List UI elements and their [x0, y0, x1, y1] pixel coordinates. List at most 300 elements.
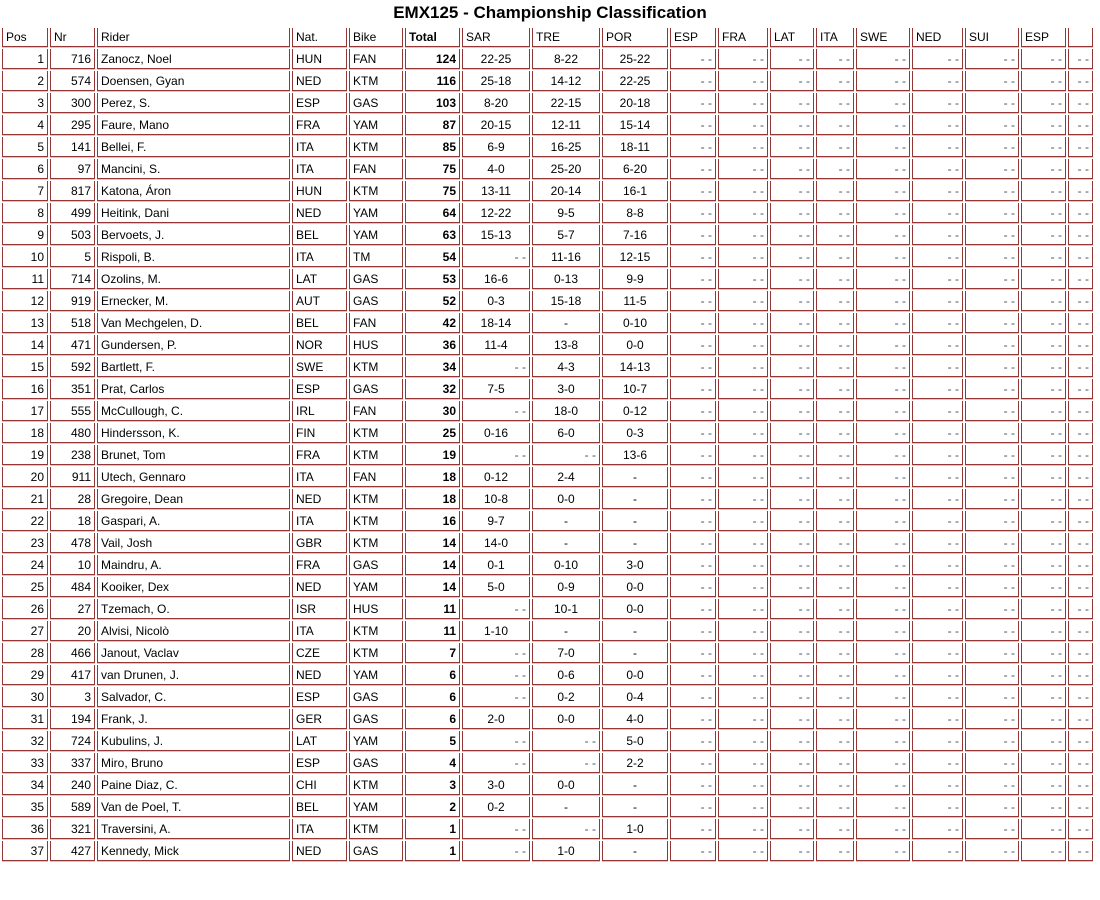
cell-por: 6-20 — [602, 159, 668, 179]
cell-esp_1: - - — [670, 753, 716, 773]
cell-esp_2: - - — [1021, 137, 1066, 157]
cell-nat: ITA — [292, 621, 347, 641]
cell-blank: - - — [1068, 203, 1093, 223]
cell-esp_2: - - — [1021, 467, 1066, 487]
cell-tre: - - — [532, 819, 600, 839]
cell-pos: 26 — [2, 599, 48, 619]
cell-ned: - - — [912, 137, 963, 157]
cell-sui: - - — [965, 753, 1019, 773]
cell-ned: - - — [912, 313, 963, 333]
cell-esp_1: - - — [670, 533, 716, 553]
cell-pos: 20 — [2, 467, 48, 487]
cell-swe: - - — [856, 115, 910, 135]
cell-ned: - - — [912, 775, 963, 795]
cell-sar: 15-13 — [462, 225, 530, 245]
cell-swe: - - — [856, 71, 910, 91]
cell-sar: - - — [462, 665, 530, 685]
cell-fra: - - — [718, 335, 768, 355]
cell-lat: - - — [770, 709, 814, 729]
cell-blank: - - — [1068, 687, 1093, 707]
cell-bike: GAS — [349, 841, 403, 861]
cell-swe: - - — [856, 357, 910, 377]
cell-por: 0-10 — [602, 313, 668, 333]
cell-ita: - - — [816, 401, 854, 421]
cell-ita: - - — [816, 203, 854, 223]
cell-pos: 23 — [2, 533, 48, 553]
cell-bike: KTM — [349, 445, 403, 465]
cell-sui: - - — [965, 841, 1019, 861]
cell-tre: 18-0 — [532, 401, 600, 421]
cell-esp_2: - - — [1021, 181, 1066, 201]
cell-pos: 21 — [2, 489, 48, 509]
cell-nat: SWE — [292, 357, 347, 377]
table-row — [2, 401, 1093, 421]
cell-pos: 12 — [2, 291, 48, 311]
cell-ned: - - — [912, 577, 963, 597]
cell-tre: - - — [532, 445, 600, 465]
cell-esp_2: - - — [1021, 93, 1066, 113]
cell-por: 11-5 — [602, 291, 668, 311]
cell-tre: 20-14 — [532, 181, 600, 201]
cell-total: 14 — [405, 555, 460, 575]
cell-rider: Paine Diaz, C. — [97, 775, 290, 795]
cell-lat: - - — [770, 599, 814, 619]
cell-pos: 30 — [2, 687, 48, 707]
cell-pos: 16 — [2, 379, 48, 399]
cell-swe: - - — [856, 467, 910, 487]
table-row — [2, 225, 1093, 245]
table-row — [2, 137, 1093, 157]
cell-bike: GAS — [349, 709, 403, 729]
column-header-nr: Nr — [50, 28, 95, 47]
column-header-total: Total — [405, 28, 460, 47]
cell-ita: - - — [816, 533, 854, 553]
cell-nat: NOR — [292, 335, 347, 355]
cell-bike: FAN — [349, 467, 403, 487]
cell-ned: - - — [912, 445, 963, 465]
cell-blank: - - — [1068, 291, 1093, 311]
cell-swe: - - — [856, 599, 910, 619]
cell-tre: 0-9 — [532, 577, 600, 597]
cell-esp_1: - - — [670, 555, 716, 575]
column-header-esp_1: ESP — [670, 28, 716, 47]
cell-sar: - - — [462, 687, 530, 707]
cell-swe: - - — [856, 687, 910, 707]
table-row — [2, 269, 1093, 289]
cell-lat: - - — [770, 753, 814, 773]
table-row — [2, 313, 1093, 333]
cell-sar: 6-9 — [462, 137, 530, 157]
cell-tre: 22-15 — [532, 93, 600, 113]
cell-lat: - - — [770, 335, 814, 355]
cell-nat: AUT — [292, 291, 347, 311]
cell-esp_1: - - — [670, 401, 716, 421]
cell-nr: 238 — [50, 445, 95, 465]
cell-ned: - - — [912, 797, 963, 817]
cell-total: 87 — [405, 115, 460, 135]
cell-lat: - - — [770, 665, 814, 685]
cell-swe: - - — [856, 225, 910, 245]
cell-rider: Traversini, A. — [97, 819, 290, 839]
cell-swe: - - — [856, 203, 910, 223]
cell-esp_1: - - — [670, 137, 716, 157]
cell-bike: YAM — [349, 731, 403, 751]
cell-por: 0-12 — [602, 401, 668, 421]
cell-blank: - - — [1068, 577, 1093, 597]
cell-lat: - - — [770, 357, 814, 377]
cell-por: 0-0 — [602, 577, 668, 597]
cell-lat: - - — [770, 511, 814, 531]
cell-nat: BEL — [292, 797, 347, 817]
cell-por: - — [602, 775, 668, 795]
cell-lat: - - — [770, 819, 814, 839]
cell-total: 34 — [405, 357, 460, 377]
cell-ned: - - — [912, 819, 963, 839]
cell-nat: ESP — [292, 379, 347, 399]
cell-lat: - - — [770, 643, 814, 663]
cell-ita: - - — [816, 467, 854, 487]
cell-tre: - — [532, 797, 600, 817]
cell-pos: 15 — [2, 357, 48, 377]
cell-esp_2: - - — [1021, 71, 1066, 91]
cell-swe: - - — [856, 665, 910, 685]
cell-ned: - - — [912, 533, 963, 553]
cell-ita: - - — [816, 665, 854, 685]
cell-lat: - - — [770, 181, 814, 201]
cell-rider: Bellei, F. — [97, 137, 290, 157]
cell-pos: 34 — [2, 775, 48, 795]
cell-sar: - - — [462, 643, 530, 663]
cell-por: 0-0 — [602, 599, 668, 619]
cell-fra: - - — [718, 555, 768, 575]
table-row — [2, 775, 1093, 795]
cell-fra: - - — [718, 269, 768, 289]
cell-swe: - - — [856, 93, 910, 113]
cell-esp_1: - - — [670, 643, 716, 663]
cell-total: 11 — [405, 599, 460, 619]
cell-esp_1: - - — [670, 731, 716, 751]
column-header-pos: Pos — [2, 28, 48, 47]
cell-sui: - - — [965, 49, 1019, 69]
cell-rider: Perez, S. — [97, 93, 290, 113]
column-header-bike: Bike — [349, 28, 403, 47]
cell-nr: 503 — [50, 225, 95, 245]
cell-sui: - - — [965, 599, 1019, 619]
cell-esp_2: - - — [1021, 335, 1066, 355]
cell-fra: - - — [718, 71, 768, 91]
cell-por: 8-8 — [602, 203, 668, 223]
cell-tre: 10-1 — [532, 599, 600, 619]
table-row — [2, 489, 1093, 509]
cell-total: 4 — [405, 753, 460, 773]
cell-nat: ISR — [292, 599, 347, 619]
cell-rider: Faure, Mano — [97, 115, 290, 135]
cell-fra: - - — [718, 423, 768, 443]
cell-blank: - - — [1068, 93, 1093, 113]
cell-fra: - - — [718, 775, 768, 795]
cell-lat: - - — [770, 841, 814, 861]
cell-pos: 36 — [2, 819, 48, 839]
cell-total: 7 — [405, 643, 460, 663]
cell-total: 103 — [405, 93, 460, 113]
cell-ned: - - — [912, 49, 963, 69]
cell-sui: - - — [965, 797, 1019, 817]
cell-sar: 5-0 — [462, 577, 530, 597]
cell-fra: - - — [718, 115, 768, 135]
table-row — [2, 467, 1093, 487]
cell-rider: Gundersen, P. — [97, 335, 290, 355]
cell-pos: 27 — [2, 621, 48, 641]
cell-rider: Utech, Gennaro — [97, 467, 290, 487]
cell-nr: 714 — [50, 269, 95, 289]
cell-fra: - - — [718, 137, 768, 157]
cell-lat: - - — [770, 291, 814, 311]
cell-sui: - - — [965, 159, 1019, 179]
cell-lat: - - — [770, 401, 814, 421]
cell-por: - — [602, 797, 668, 817]
cell-sar: 10-8 — [462, 489, 530, 509]
cell-blank: - - — [1068, 643, 1093, 663]
cell-rider: Ernecker, M. — [97, 291, 290, 311]
cell-ita: - - — [816, 225, 854, 245]
cell-tre: 7-0 — [532, 643, 600, 663]
cell-fra: - - — [718, 49, 768, 69]
cell-bike: YAM — [349, 577, 403, 597]
cell-nr: 466 — [50, 643, 95, 663]
cell-tre: 4-3 — [532, 357, 600, 377]
cell-esp_1: - - — [670, 621, 716, 641]
cell-blank: - - — [1068, 423, 1093, 443]
cell-swe: - - — [856, 159, 910, 179]
cell-ned: - - — [912, 687, 963, 707]
cell-esp_1: - - — [670, 445, 716, 465]
cell-bike: GAS — [349, 555, 403, 575]
cell-total: 32 — [405, 379, 460, 399]
cell-ned: - - — [912, 115, 963, 135]
cell-rider: Tzemach, O. — [97, 599, 290, 619]
cell-sui: - - — [965, 379, 1019, 399]
cell-esp_2: - - — [1021, 313, 1066, 333]
cell-nat: NED — [292, 203, 347, 223]
cell-nat: BEL — [292, 225, 347, 245]
cell-esp_1: - - — [670, 159, 716, 179]
cell-esp_2: - - — [1021, 709, 1066, 729]
cell-sar: 1-10 — [462, 621, 530, 641]
cell-esp_2: - - — [1021, 225, 1066, 245]
cell-nat: IRL — [292, 401, 347, 421]
cell-swe: - - — [856, 753, 910, 773]
cell-nr: 478 — [50, 533, 95, 553]
cell-sui: - - — [965, 225, 1019, 245]
cell-rider: Hindersson, K. — [97, 423, 290, 443]
cell-lat: - - — [770, 577, 814, 597]
cell-esp_1: - - — [670, 181, 716, 201]
cell-nr: 3 — [50, 687, 95, 707]
cell-esp_1: - - — [670, 313, 716, 333]
cell-blank: - - — [1068, 181, 1093, 201]
cell-nr: 555 — [50, 401, 95, 421]
cell-bike: GAS — [349, 291, 403, 311]
cell-lat: - - — [770, 115, 814, 135]
cell-por: 14-13 — [602, 357, 668, 377]
cell-esp_1: - - — [670, 467, 716, 487]
cell-fra: - - — [718, 159, 768, 179]
cell-lat: - - — [770, 247, 814, 267]
cell-ned: - - — [912, 555, 963, 575]
column-header-fra: FRA — [718, 28, 768, 47]
cell-total: 18 — [405, 467, 460, 487]
page-title: EMX125 - Championship Classification — [393, 3, 707, 22]
cell-pos: 28 — [2, 643, 48, 663]
cell-ita: - - — [816, 445, 854, 465]
cell-fra: - - — [718, 401, 768, 421]
cell-sar: 13-11 — [462, 181, 530, 201]
cell-ita: - - — [816, 577, 854, 597]
cell-blank: - - — [1068, 49, 1093, 69]
cell-ita: - - — [816, 511, 854, 531]
cell-total: 25 — [405, 423, 460, 443]
cell-nat: NED — [292, 841, 347, 861]
cell-fra: - - — [718, 445, 768, 465]
cell-swe: - - — [856, 577, 910, 597]
cell-rider: Kubulins, J. — [97, 731, 290, 751]
cell-sar: 14-0 — [462, 533, 530, 553]
cell-lat: - - — [770, 775, 814, 795]
cell-rider: Heitink, Dani — [97, 203, 290, 223]
cell-rider: Rispoli, B. — [97, 247, 290, 267]
cell-esp_2: - - — [1021, 533, 1066, 553]
cell-esp_1: - - — [670, 709, 716, 729]
cell-ned: - - — [912, 599, 963, 619]
cell-nr: 484 — [50, 577, 95, 597]
cell-blank: - - — [1068, 819, 1093, 839]
cell-esp_2: - - — [1021, 159, 1066, 179]
cell-por: 22-25 — [602, 71, 668, 91]
cell-por: 5-0 — [602, 731, 668, 751]
cell-tre: 0-0 — [532, 489, 600, 509]
cell-lat: - - — [770, 489, 814, 509]
cell-bike: FAN — [349, 401, 403, 421]
cell-bike: KTM — [349, 511, 403, 531]
cell-pos: 22 — [2, 511, 48, 531]
cell-ned: - - — [912, 753, 963, 773]
cell-nr: 194 — [50, 709, 95, 729]
cell-sui: - - — [965, 401, 1019, 421]
cell-pos: 17 — [2, 401, 48, 421]
cell-blank: - - — [1068, 335, 1093, 355]
cell-ita: - - — [816, 269, 854, 289]
cell-swe: - - — [856, 313, 910, 333]
cell-nr: 321 — [50, 819, 95, 839]
cell-nr: 471 — [50, 335, 95, 355]
cell-nr: 911 — [50, 467, 95, 487]
cell-rider: Brunet, Tom — [97, 445, 290, 465]
cell-total: 11 — [405, 621, 460, 641]
cell-esp_2: - - — [1021, 687, 1066, 707]
header-row — [2, 28, 1093, 47]
cell-sui: - - — [965, 423, 1019, 443]
table-row — [2, 797, 1093, 817]
cell-esp_2: - - — [1021, 401, 1066, 421]
cell-lat: - - — [770, 269, 814, 289]
cell-esp_2: - - — [1021, 115, 1066, 135]
cell-sui: - - — [965, 555, 1019, 575]
cell-swe: - - — [856, 423, 910, 443]
table-row — [2, 599, 1093, 619]
cell-swe: - - — [856, 445, 910, 465]
cell-rider: Maindru, A. — [97, 555, 290, 575]
cell-blank: - - — [1068, 731, 1093, 751]
table-row — [2, 335, 1093, 355]
cell-por: - — [602, 621, 668, 641]
cell-tre: - — [532, 533, 600, 553]
table-header — [2, 28, 1093, 47]
cell-sar: 0-1 — [462, 555, 530, 575]
cell-sui: - - — [965, 291, 1019, 311]
cell-blank: - - — [1068, 665, 1093, 685]
cell-sar: 25-18 — [462, 71, 530, 91]
cell-sui: - - — [965, 533, 1019, 553]
cell-total: 116 — [405, 71, 460, 91]
cell-tre: 0-6 — [532, 665, 600, 685]
cell-nr: 724 — [50, 731, 95, 751]
cell-ned: - - — [912, 203, 963, 223]
cell-total: 3 — [405, 775, 460, 795]
cell-nr: 97 — [50, 159, 95, 179]
cell-nr: 295 — [50, 115, 95, 135]
cell-ita: - - — [816, 753, 854, 773]
cell-tre: 0-0 — [532, 709, 600, 729]
cell-pos: 6 — [2, 159, 48, 179]
cell-esp_2: - - — [1021, 379, 1066, 399]
cell-ita: - - — [816, 313, 854, 333]
cell-por: 1-0 — [602, 819, 668, 839]
cell-total: 64 — [405, 203, 460, 223]
cell-fra: - - — [718, 511, 768, 531]
cell-swe: - - — [856, 533, 910, 553]
cell-ita: - - — [816, 379, 854, 399]
cell-blank: - - — [1068, 401, 1093, 421]
cell-esp_1: - - — [670, 71, 716, 91]
cell-ned: - - — [912, 489, 963, 509]
cell-fra: - - — [718, 753, 768, 773]
cell-por: 9-9 — [602, 269, 668, 289]
cell-ita: - - — [816, 819, 854, 839]
cell-bike: FAN — [349, 313, 403, 333]
cell-nr: 499 — [50, 203, 95, 223]
cell-esp_1: - - — [670, 511, 716, 531]
cell-ita: - - — [816, 621, 854, 641]
cell-lat: - - — [770, 467, 814, 487]
cell-ned: - - — [912, 291, 963, 311]
cell-sui: - - — [965, 489, 1019, 509]
cell-blank: - - — [1068, 797, 1093, 817]
cell-sui: - - — [965, 181, 1019, 201]
cell-bike: KTM — [349, 621, 403, 641]
table-row — [2, 819, 1093, 839]
cell-por: 0-3 — [602, 423, 668, 443]
cell-lat: - - — [770, 555, 814, 575]
cell-esp_1: - - — [670, 115, 716, 135]
cell-rider: Kennedy, Mick — [97, 841, 290, 861]
cell-ned: - - — [912, 225, 963, 245]
cell-nr: 817 — [50, 181, 95, 201]
cell-nr: 141 — [50, 137, 95, 157]
cell-sar: - - — [462, 753, 530, 773]
table-row — [2, 357, 1093, 377]
cell-esp_2: - - — [1021, 269, 1066, 289]
cell-bike: KTM — [349, 533, 403, 553]
